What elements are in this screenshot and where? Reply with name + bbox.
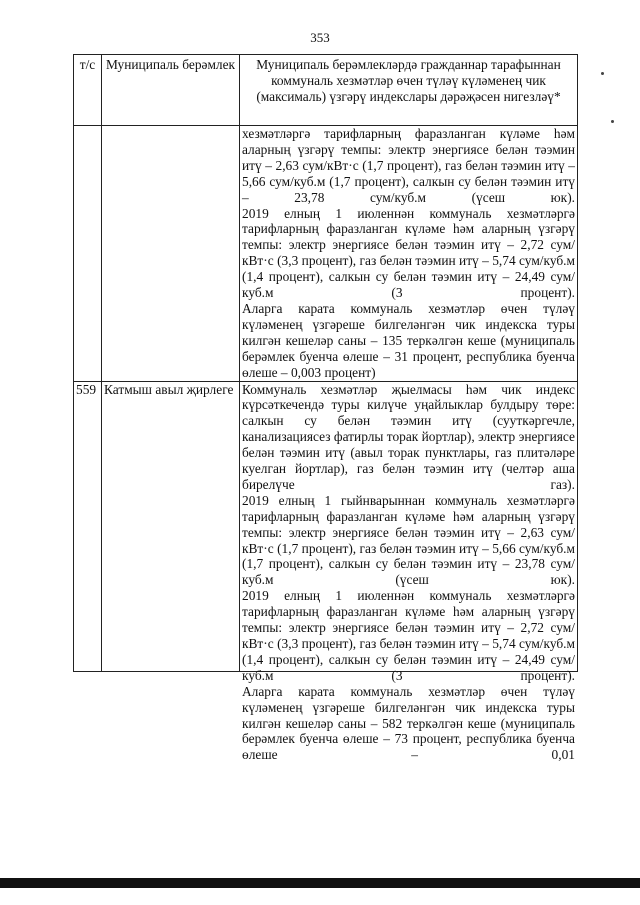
header-description [240, 55, 578, 126]
paragraph: 2019 елның 1 июленнән коммуналь хезмәтләргә тарифларның фаразланган күләме һәм аларның үзгәрү темпы: электр энергиясе белән тәэмин итү – 2,72 сум/кВт·с (3,3 процент), газ белән тәэмин итү – 5,74 сум/куб.м (1,4 процент), салкын су белән тәэмин итү – 24,49 сум/куб.м (3 процент). [242, 205, 575, 301]
paragraph: Аларга карата коммуналь хезмәтләр өчен түләү күләменең үзгәреше билгеләнгән чик индекска туры килгән кешеләр саны – 582 теркәлгән кеше (муниципаль берәмлек буенча өлеше – 73 процент, республика буенча өлеше – 0,01 [242, 683, 575, 763]
scan-speck [611, 120, 614, 123]
scan-speck [601, 72, 604, 75]
cell-num-empty [74, 126, 102, 382]
cell-description-continuation [240, 126, 578, 382]
header-num: т/с [74, 55, 102, 126]
header-municipality: Муниципаль берәмлек [102, 55, 240, 126]
page-number: 353 [310, 30, 330, 45]
indices-table [73, 54, 578, 763]
cell-num: 559 [74, 381, 102, 671]
paragraph: 2019 елның 1 гыйнварыннан коммуналь хезмәтләргә тарифларның фаразланган күләме һәм аларның үзгәрү темпы: электр энергиясе белән тәэмин итү – 2,63 сум/кВт·с (1,7 процент), газ белән тәэмин итү – 5,66 сум/куб.м (1,7 процент), салкын су белән тәэмин итү – 23,78 сум/куб.м (үсеш юк). [242, 492, 575, 588]
paragraph: хезмәтләргә тарифларның фаразланган күләме һәм аларның үзгәрү темпы: электр энергиясе белән тәэмин итү – 2,63 сум/кВт·с (1,7 процент), газ белән тәэмин итү – 5,66 сум/куб.м (1,7 процент), салкын су белән тәэмин итү – 23,78 сум/куб.м (үсеш юк). [242, 126, 575, 205]
header-description-text: Муниципаль берәмлекләрдә гражданнар тарафыннан коммуналь хезмәтләр өчен түләү күләменең чик (максималь) үзгәрү индекслары дәрәҗәсен нигезләү* [256, 57, 561, 104]
cell-description-clip [242, 381, 575, 763]
table-row-continuation [74, 126, 578, 382]
cell-municipality-empty [102, 126, 240, 382]
paragraph: Коммуналь хезмәтләр җыелмасы һәм чик индекс күрсәткечендә туры килүче уңайлыклар булдыру төре: салкын су белән тәэмин итү (сууткәргечле, канализациясез фатирлы торак йортлар), электр энергиясе белән тәэмин итү (авыл торак пунктлары, газ плитәләре куелган йортлар), газ белән тәэмин итү (челтәр аша бирелүче газ). [242, 381, 575, 492]
scan-edge-bar [0, 878, 640, 888]
cell-description [240, 381, 578, 763]
paragraph: 2019 елның 1 июленнән коммуналь хезмәтләргә тарифларның фаразланган күләме һәм аларның үзгәрү темпы: электр энергиясе белән тәэмин итү – 2,72 сум/кВт·с (3,3 процент), газ белән тәэмин итү – 5,74 сум/куб.м (1,4 процент), салкын су белән тәэмин итү – 24,49 сум/куб.м (3 процент). [242, 588, 575, 683]
table-row [74, 381, 578, 671]
cell-municipality: Катмыш авыл җирлеге [102, 381, 240, 671]
table-header-row [74, 55, 578, 126]
paragraph: Аларга карата коммуналь хезмәтләр өчен түләү күләменең үзгәреше билгеләнгән чик индекска туры килгән кешеләр саны – 135 теркәлгән кеше (муниципаль берәмлек буенча өлеше – 31 процент, республика буенча өлеше – 0,003 процент) [242, 300, 575, 380]
